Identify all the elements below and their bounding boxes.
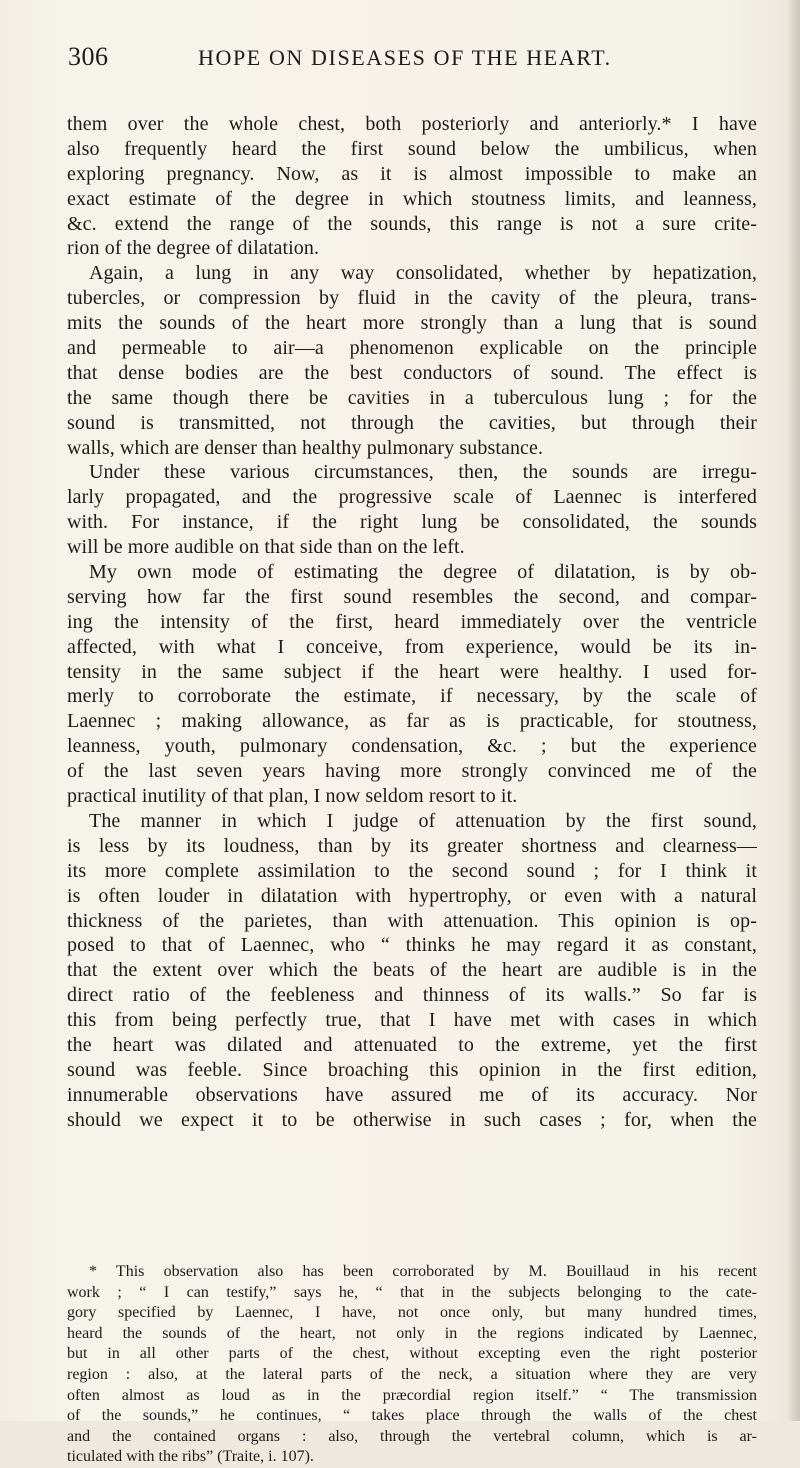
text-line: will be more audible on that side than on the left. xyxy=(67,536,465,559)
footnote-line: and the contained organs : also, through the vertebral column, which is ar- xyxy=(67,1427,757,1445)
text-line: practical inutility of that plan, I now seldom resort to it. xyxy=(67,785,518,808)
main-text xyxy=(67,112,757,1133)
text-line: exploring pregnancy. Now, as it is almost impossible to make an xyxy=(67,162,757,185)
text-line: walls, which are denser than healthy pulmonary substance. xyxy=(67,436,544,459)
footnote-line: ticulated with the ribs” (Traite, i. 107). xyxy=(67,1448,314,1466)
text-line: is less by its loudness, than by its greater shortness and clearness— xyxy=(67,834,757,857)
running-head: HOPE ON DISEASES OF THE HEART. xyxy=(198,45,612,70)
text-line: also frequently heard the first sound below the umbilicus, when xyxy=(67,137,757,160)
text-line: that dense bodies are the best conductors of sound. The effect is xyxy=(67,361,757,384)
text-line: Under these various circumstances, then, the sounds are irregu- xyxy=(89,461,757,484)
text-line: the heart was dilated and attenuated to the extreme, yet the first xyxy=(67,1033,757,1056)
text-line: innumerable observations have assured me of its accuracy. Nor xyxy=(67,1083,757,1106)
footnote-line: * This observation also has been corroborated by M. Bouillaud in his recent xyxy=(89,1263,757,1280)
footnote-line: often almost as loud as in the præcordial region itself.” “ The transmission xyxy=(67,1386,757,1404)
text-line: posed to that of Laennec, who “ thinks he may regard it as constant, xyxy=(67,934,757,957)
footnote-line: region : also, at the lateral parts of the neck, a situation where they are very xyxy=(67,1365,757,1383)
text-line: My own mode of estimating the degree of dilatation, is by ob- xyxy=(89,561,757,584)
text-line: ing the intensity of the first, heard immediately over the ventricle xyxy=(67,610,757,633)
text-line: them over the whole chest, both posteriorly and anteriorly.* I have xyxy=(67,113,757,135)
footnote-line: gory specified by Laennec, I have, not once only, but many hundred times, xyxy=(67,1304,757,1322)
text-line: Laennec ; making allowance, as far as is practicable, for stoutness, xyxy=(67,710,757,733)
text-line: and permeable to air—a phenomenon explicable on the principle xyxy=(67,337,757,360)
text-line: The manner in which I judge of attenuation by the first sound, xyxy=(89,809,757,832)
text-line: direct ratio of the feebleness and thinness of its walls.” So far is xyxy=(67,984,757,1007)
text-line: this from being perfectly true, that I have met with cases in which xyxy=(67,1009,757,1032)
text-line: is often louder in dilatation with hypertrophy, or even with a natural xyxy=(67,884,757,907)
text-line: rion of the degree of dilatation. xyxy=(67,237,320,260)
text-line: mits the sounds of the heart more strongly than a lung that is sound xyxy=(67,312,757,335)
text-line: that the extent over which the beats of the heart are audible is in the xyxy=(67,959,757,982)
text-line: merly to corroborate the estimate, if necessary, by the scale of xyxy=(67,685,757,708)
text-line: of the last seven years having more strongly convinced me of the xyxy=(67,760,757,783)
text-line: should we expect it to be otherwise in such cases ; for, when the xyxy=(67,1108,757,1131)
footnote-line: of the sounds,” he continues, “ takes place through the walls of the chest xyxy=(67,1407,757,1425)
text-line: its more complete assimilation to the second sound ; for I think it xyxy=(67,859,757,882)
footnote-line: but in all other parts of the chest, without excepting even the right posterior xyxy=(67,1345,757,1363)
text-line: tensity in the same subject if the heart were healthy. I used for- xyxy=(67,660,757,683)
text-line: exact estimate of the degree in which stoutness limits, and leanness, xyxy=(67,187,757,210)
text-line: &c. extend the range of the sounds, this range is not a sure crite- xyxy=(67,212,757,235)
text-line: larly propagated, and the progressive scale of Laennec is interfered xyxy=(67,486,757,509)
footnote-line: work ; “ I can testify,” says he, “ that in the subjects belonging to the cate- xyxy=(67,1283,757,1301)
page-number: 306 xyxy=(68,42,109,71)
footnote-line: heard the sounds of the heart, not only in the regions indicated by Laennec, xyxy=(67,1324,757,1342)
text-line: sound was feeble. Since broaching this opinion in the first edition, xyxy=(67,1058,757,1081)
text-line: thickness of the parietes, than with attenuation. This opinion is op- xyxy=(67,909,757,932)
text-line: sound is transmitted, not through the cavities, but through their xyxy=(67,411,757,434)
text-line: with. For instance, if the right lung be consolidated, the sounds xyxy=(67,511,757,534)
text-line: serving how far the first sound resembles the second, and compar- xyxy=(67,585,757,608)
footnote xyxy=(67,1262,757,1468)
text-line: affected, with what I conceive, from experience, would be its in- xyxy=(67,635,757,658)
text-line: tubercles, or compression by fluid in the cavity of the pleura, trans- xyxy=(67,287,757,310)
page-edge-shadow xyxy=(786,0,800,1421)
text-line: Again, a lung in any way consolidated, whether by hepatization, xyxy=(89,262,757,285)
text-line: leanness, youth, pulmonary condensation, &c. ; but the experience xyxy=(67,735,757,758)
text-line: the same though there be cavities in a tuberculous lung ; for the xyxy=(67,386,757,409)
page-header xyxy=(68,42,758,82)
